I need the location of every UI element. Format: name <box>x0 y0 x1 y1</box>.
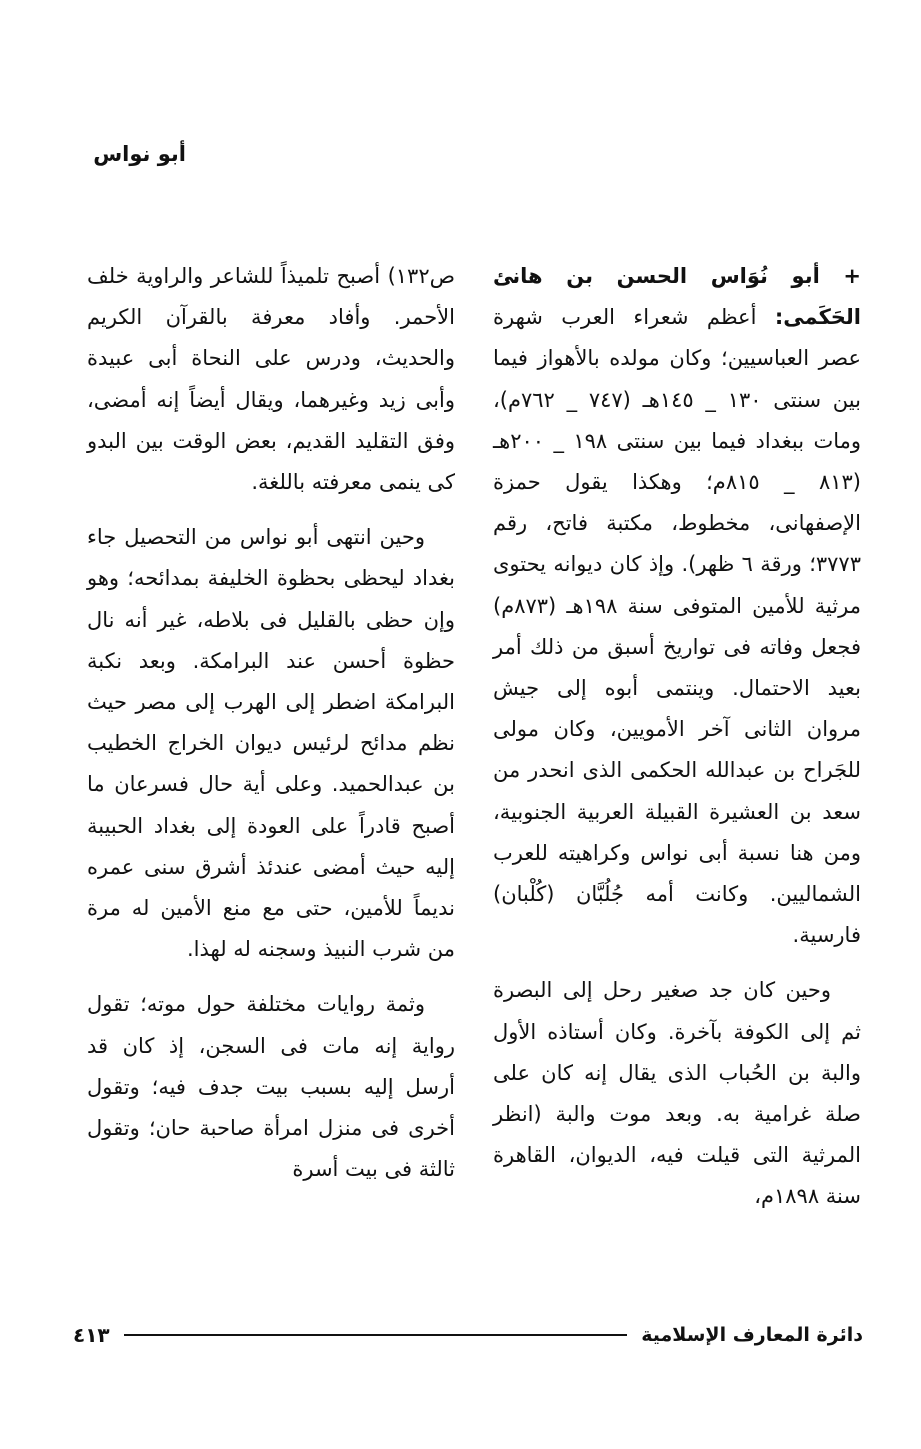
entry-heading: + أبو نُوَاس الحسن بن هانئ الحَكَمى: <box>493 264 861 330</box>
page-footer <box>73 1320 863 1350</box>
page-number: ٤١٣ <box>73 1323 110 1347</box>
paragraph: وحين انتهى أبو نواس من التحصيل جاء بغداد ليحظى بحظوة الخليفة بمدائحه؛ وهو وإن حظى بالقليل فى بلاطه، غير أنه نال حظوة أحسن عند البرامكة. وبعد نكبة البرامكة اضطر إلى الهرب إلى مصر حيث نظم مدائح لرئيس ديوان الخراج الخطيب بن عبدالحميد. وعلى أية حال فسرعان ما أصبح قادراً على العودة إلى بغداد الحبيبة إليه حيث أمضى عندئذ أشرق سنى عمره نديماً للأمين، حتى مع منع الأمين له مرة من شرب النبيذ وسجنه له لهذا. <box>87 525 455 962</box>
paragraph: وثمة روايات مختلفة حول موته؛ تقول رواية إنه مات فى السجن، إذ كان قد أرسل إليه بسبب بيت جدف فيه؛ وتقول أخرى فى منزل امرأة صاحبة حان؛ وتقول ثالثة فى بيت أسرة <box>87 992 455 1182</box>
entry-body: أعظم شعراء العرب شهرة عصر العباسيين؛ وكان مولده بالأهواز فيما بين سنتى ١٣٠ _ ١٤٥هـ (٧٤٧ _ ٧٦٢م)، ومات ببغداد فيما بين سنتى ١٩٨ _ ٢٠٠هـ (٨١٣ _ ٨١٥م؛ وهكذا يقول حمزة الإصفهانى، مخطوط، مكتبة فاتح، رقم ٣٧٧٣؛ ورقة ٦ ظهر). وإذ كان ديوانه يحتوى مرثية للأمين المتوفى سنة ١٩٨هـ (٨٧٣م) فجعل وفاته فى تواريخ أسبق من ذلك أمر بعيد الاحتمال. وينتمى أبوه إلى جيش مروان الثانى آخر الأمويين، وكان مولى للجَراح بن عبدالله الحكمى الذى انحدر من سعد بن العشيرة القبيلة العربية الجنوبية، ومن هنا نسبة أبى نواس وكراهيته للعرب الشماليين. وكانت أمه جُلُبَّان (كُلْبان) فارسية. <box>493 305 862 948</box>
paragraph: وحين كان جد صغير رحل إلى البصرة ثم إلى الكوفة بآخرة. وكان أستاذه الأول والبة بن الحُباب الذى يقال إنه كان على صلة غرامية به. وبعد موت والبة (انظر المرثية التى قيلت فيه، الديوان، القاهرة سنة ١٨٩٨م، <box>493 978 861 1209</box>
footer-rule <box>124 1334 628 1336</box>
running-header: أبو نواس <box>93 142 186 166</box>
paragraph: ص١٣٢) أصبح تلميذاً للشاعر والراوية خلف الأحمر. وأفاد معرفة بالقرآن الكريم والحديث، ودرس على النحاة أبى عبيدة وأبى زيد وغيرهما، ويقال أيضاً إنه أمضى، وفق التقليد القديم، بعض الوقت بين البدو كى ينمى معرفته باللغة. <box>87 264 455 495</box>
text-column-left <box>87 256 455 1204</box>
publication-title: دائرة المعارف الإسلامية <box>641 1324 863 1346</box>
text-column-right <box>493 256 861 1232</box>
entry-paragraph <box>493 256 861 956</box>
